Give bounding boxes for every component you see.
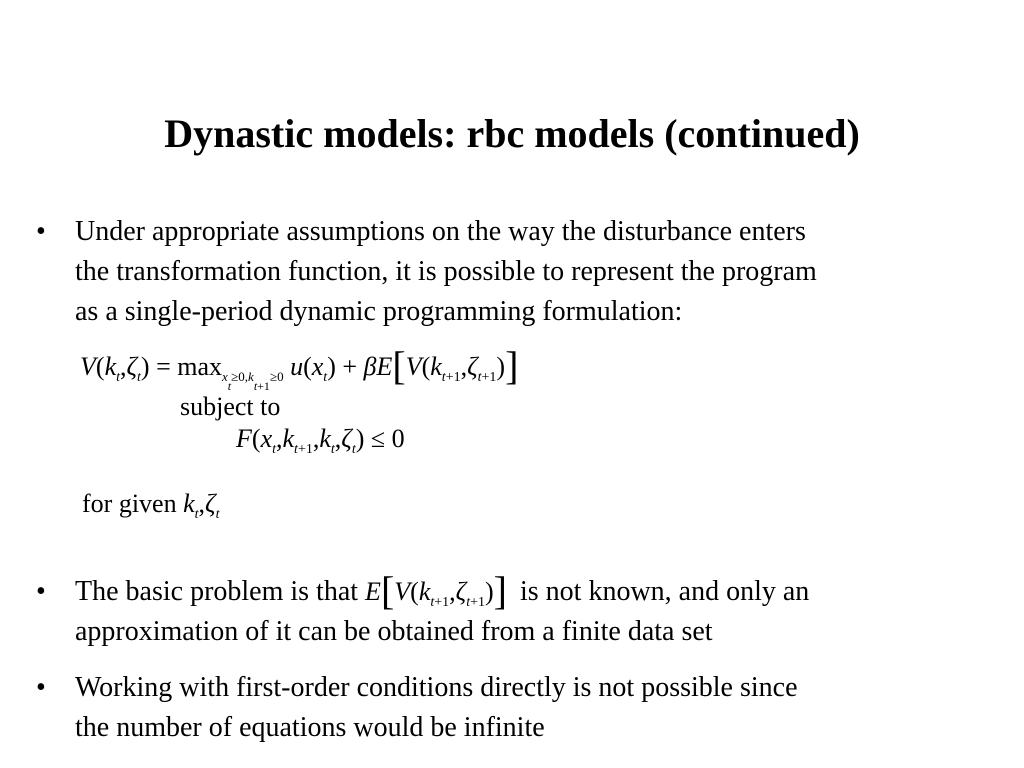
bullet-2-text-before: The basic problem is that — [75, 576, 359, 607]
bellman-equation: $V(k_t,\zeta_t) = \max_{xt\ge 0,kt+1\ge 0} u(x_t) + \beta E[V(k_{t+1},\zeta_{t+1})]$ — [80, 343, 519, 393]
bullet-1-line-3: as a single-period dynamic programming formulation: — [75, 296, 683, 327]
for-given-label: for given — [82, 489, 177, 518]
bullet-1-line-1: Under appropriate assumptions on the way the disturbance enters — [75, 216, 806, 247]
bullet-2-line-1 — [75, 568, 810, 613]
subject-to-label: subject to — [180, 392, 281, 421]
bullet-marker: • — [36, 672, 46, 703]
constraint-equation: $F(x_t,k_{t+1},k_t,\zeta_t) \le 0$ — [236, 424, 405, 457]
for-given-line: for given $k_t,\zeta_t$ — [82, 489, 220, 522]
slide-title: Dynastic models: rbc models (continued) — [164, 111, 860, 156]
expectation-formula: $E[V(k_{t+1},\zeta_{t+1})]$ — [365, 568, 507, 613]
bullet-marker: • — [36, 576, 46, 607]
bullet-3-line-1: Working with first-order conditions directly is not possible since — [75, 672, 798, 703]
bullet-1-line-2: the transformation function, it is possible to represent the program — [75, 256, 817, 287]
bullet-2-line-2: approximation of it can be obtained from a finite data set — [75, 616, 713, 647]
bullet-marker: • — [36, 216, 46, 247]
bullet-2-text-after: is not known, and only an — [520, 576, 810, 607]
bullet-3-line-2: the number of equations would be infinite — [75, 712, 545, 743]
